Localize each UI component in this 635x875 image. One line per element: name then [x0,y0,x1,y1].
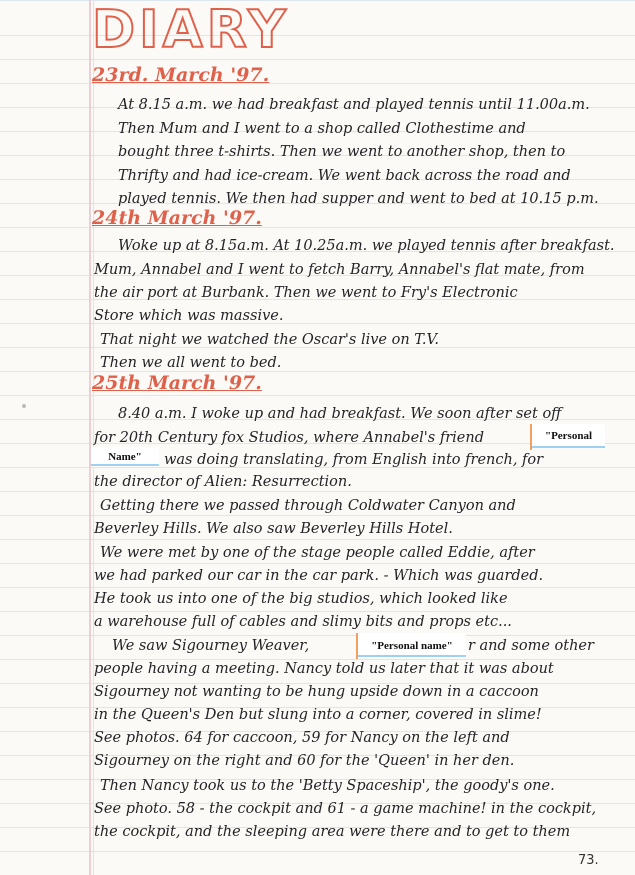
entry-date-3: 25th March '97. [92,372,262,394]
entry-line: the cockpit, and the sleeping area were there and to get to them [94,824,571,840]
entry-line: the air port at Burbank. Then we went to Fry's Electronic [94,285,518,301]
entry-line: was doing translating, from English into french, for [164,452,544,468]
paper-mark [22,404,26,408]
entry-line: played tennis. We then had supper and went to bed at 10.15 p.m. [118,191,599,207]
entry-line: He took us into one of the big studios, which looked like [94,591,508,607]
entry-line: Woke up at 8.15a.m. At 10.25a.m. we played tennis after breakfast. [118,238,615,254]
redaction-personal-name-second: "Personal name" [358,633,466,658]
entry-line: a warehouse full of cables and slimy bits and props etc... [94,614,512,630]
entry-line: Then we all went to bed. [100,355,282,371]
entry-line: Thrifty and had ice-cream. We went back across the road and [118,168,571,184]
entry-line: We were met by one of the stage people called Eddie, after [100,545,535,561]
entry-line: people having a meeting. Nancy told us later that it was about [94,661,554,677]
entry-date-1: 23rd. March '97. [92,64,270,86]
entry-line: for 20th Century fox Studios, where Annabel's friend [94,430,484,446]
page-number: 73. [578,853,599,868]
entry-line: Store which was massive. [94,308,284,324]
entry-line: 8.40 a.m. I woke up and had breakfast. We soon after set off [118,406,562,422]
redaction-underline [532,446,605,448]
entry-line: See photo. 58 - the cockpit and 61 - a game machine! in the cockpit, [94,801,597,817]
entry-line: Mum, Annabel and I went to fetch Barry, Annabel's flat mate, from [94,262,585,278]
entry-line: r and some other [468,638,594,654]
entry-line: Then Mum and I went to a shop called Clothestime and [118,121,526,137]
entry-line: We saw Sigourney Weaver, [112,638,310,654]
entry-line: That night we watched the Oscar's live on T.V. [100,332,439,348]
entry-line: Sigourney not wanting to be hung upside down in a caccoon [94,684,539,700]
entry-line: See photos. 64 for caccoon, 59 for Nancy on the left and [94,730,510,746]
margin-line [89,0,91,875]
entry-line: Getting there we passed through Coldwater Canyon and [100,498,516,514]
redaction-personal-name-bottom: Name" [91,447,159,467]
entry-line: Sigourney on the right and 60 for the 'Queen' in her den. [94,753,515,769]
redaction-underline [91,464,159,466]
entry-line: bought three t-shirts. Then we went to another shop, then to [118,144,566,160]
entry-line: Then Nancy took us to the 'Betty Spaceship', the goody's one. [100,778,555,794]
entry-date-2: 24th March '97. [92,207,262,229]
entry-line: Beverley Hills. We also saw Beverley Hills Hotel. [94,521,453,537]
redaction-personal-name-top: "Personal [532,424,605,448]
diary-title: DIARY [92,0,290,60]
entry-line: we had parked our car in the car park. - Which was guarded. [94,568,544,584]
entry-line: At 8.15 a.m. we had breakfast and played tennis until 11.00a.m. [118,97,590,113]
entry-line: in the Queen's Den but slung into a corner, covered in slime! [94,707,542,723]
entry-line: the director of Alien: Resurrection. [94,474,352,490]
redaction-underline [358,655,466,657]
